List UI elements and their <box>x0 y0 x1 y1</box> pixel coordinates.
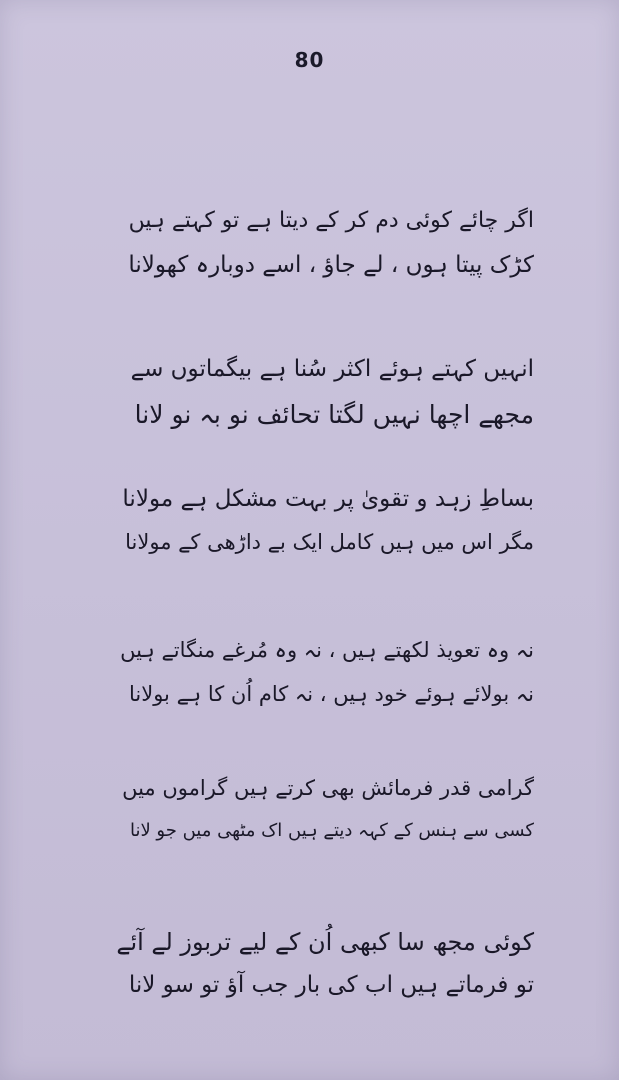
verse-line: انہیں کہتے ہوئے اکثر سُنا ہے بیگماتوں سے <box>130 356 534 382</box>
stanza-3 <box>114 488 534 576</box>
page-number: 80 <box>294 48 325 72</box>
verse-line: تو فرماتے ہیں اب کی بار جب آؤ تو سو لانا <box>128 972 534 998</box>
verse-line: کوئی مجھ سا کبھی اُن کے لیے تربوز لے آئے <box>116 928 534 956</box>
verse-line: بساطِ زہد و تقویٰ پر بہت مشکل ہے مولانا <box>122 486 534 512</box>
verse-line: اگر چائے کوئی دم کر کے دیتا ہے تو کہتے ہیں <box>128 208 534 233</box>
stanza-2 <box>114 358 534 446</box>
verse-line: نہ وہ تعویذ لکھتے ہیں ، نہ وہ مُرغے منگاتے ہیں <box>120 638 534 662</box>
verse-line: گرامی قدر فرمائش بھی کرتے ہیں گراموں میں <box>122 776 534 800</box>
stanza-1 <box>114 210 534 298</box>
verse-line: مجھے اچھا نہیں لگتا تحائف نو بہ نو لانا <box>134 400 534 429</box>
verse-line: مگر اس میں ہیں کامل ایک بے داڑھی کے مولانا <box>125 530 534 554</box>
verse-line: نہ بولائے ہوئے خود ہیں ، نہ کام اُن کا ہے بولانا <box>128 682 534 706</box>
verse-line: کڑک پیتا ہوں ، لے جاؤ ، اسے دوبارہ کھولانا <box>128 252 534 278</box>
verse-line: کسی سے ہنس کے کہہ دیتے ہیں اک مٹھی میں جو لانا <box>129 820 534 841</box>
stanza-6 <box>114 930 534 1018</box>
stanza-5 <box>114 778 534 866</box>
stanza-4 <box>114 640 534 728</box>
